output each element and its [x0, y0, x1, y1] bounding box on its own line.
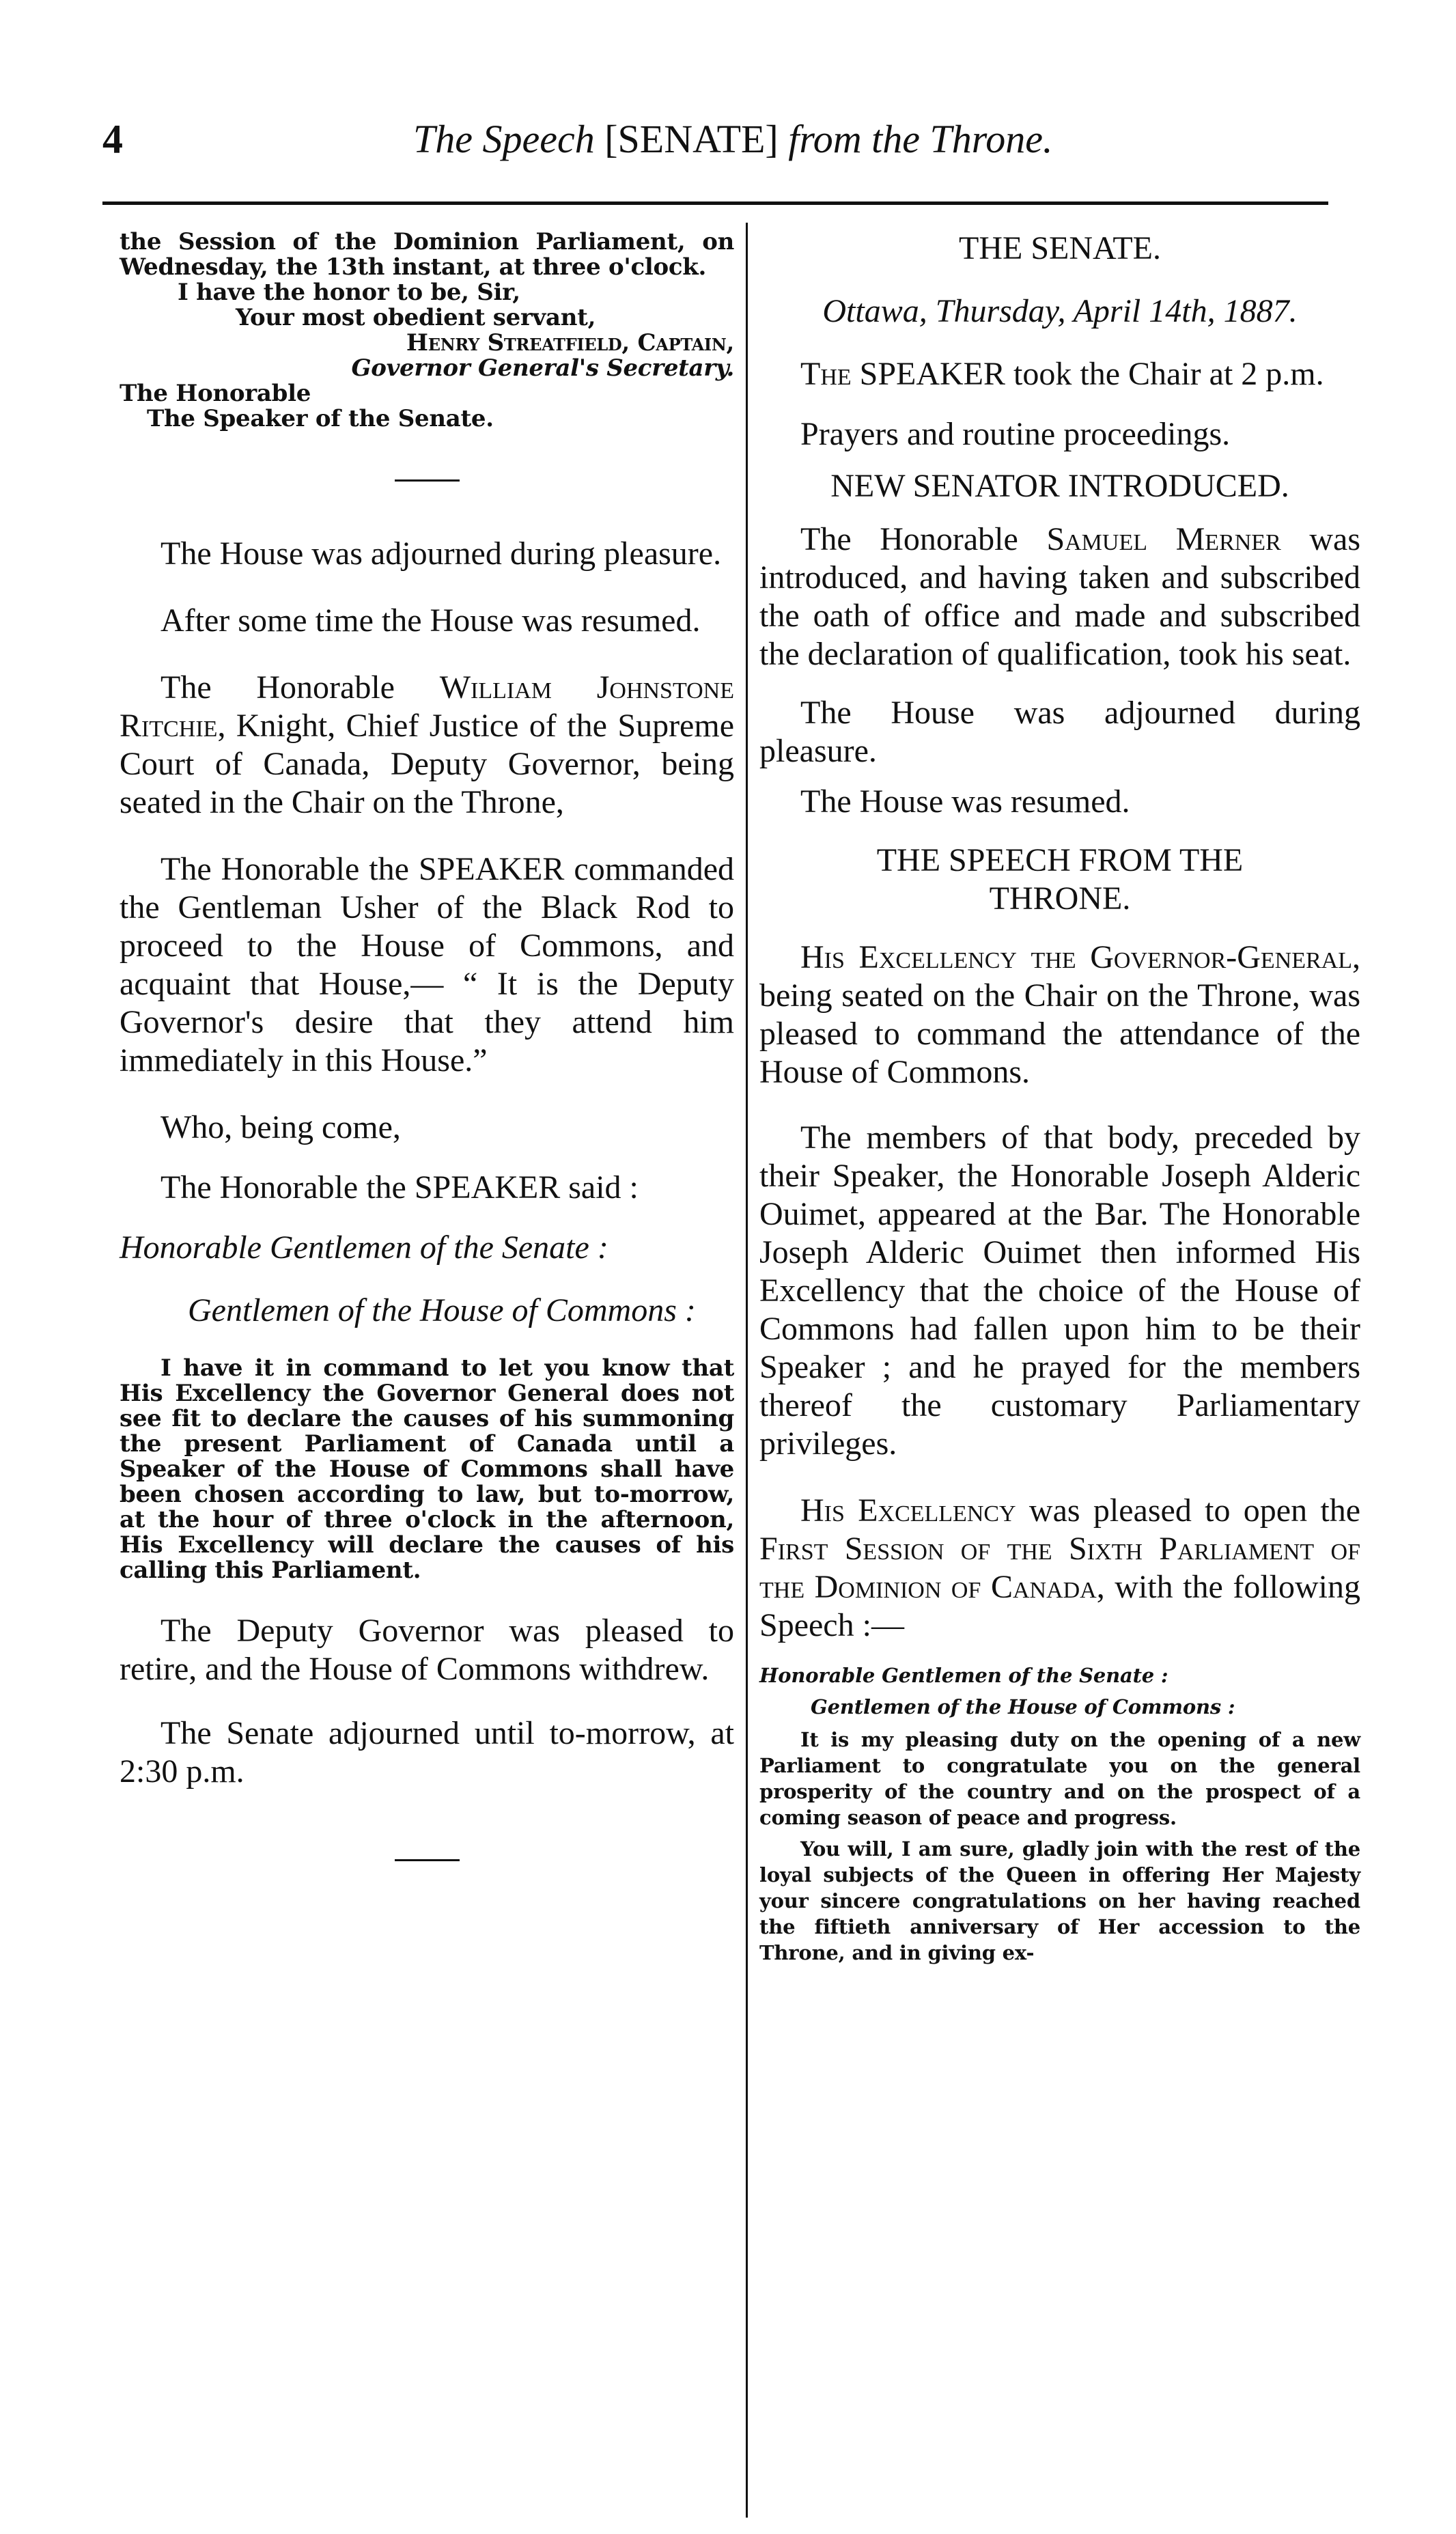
section-dash	[395, 479, 460, 482]
paragraph	[759, 520, 1360, 673]
running-title-part: from the Throne.	[788, 117, 1053, 161]
paragraph: The Honorable the SPEAKER commanded the Gentleman Usher of the Black Rod to proceed to the House of Commons, and acquaint that House,— “ It is the Deputy Governor's desire that they attend him immediately in this House.”	[120, 851, 734, 1078]
paragraph: The House was adjourned during pleasure.	[160, 535, 722, 572]
letter-line: The Speaker of the Senate.	[147, 405, 494, 432]
heading: NEW SENATOR INTRODUCED.	[830, 468, 1289, 504]
paragraph: The Honorable the SPEAKER said :	[160, 1169, 639, 1206]
header-rule	[102, 201, 1328, 205]
letter-line: The Honorable	[120, 380, 311, 407]
person-name: Samuel Merner	[1046, 521, 1281, 557]
page-number: 4	[102, 117, 123, 162]
running-title	[413, 116, 1052, 162]
paragraph	[759, 1492, 1360, 1645]
title-smallcaps: His Excellency the Governor-General	[800, 939, 1352, 975]
text: , with the following Speech :—	[759, 1569, 1360, 1643]
paragraph	[759, 938, 1360, 1091]
paragraph: Prayers and routine proceedings.	[800, 416, 1231, 452]
letter-line: I have the honor to be, Sir,	[178, 279, 520, 306]
speech-paragraph: It is my pleasing duty on the opening of a new Parliament to congratulate you on the general prosperity of the country and on the prospect of a coming season of peace and progress.	[759, 1728, 1360, 1829]
heading-line: THE SPEECH FROM THE	[876, 842, 1244, 878]
text: was introduced, and having taken and subscribed the oath of office and made and subscribed the declaration of qualification, took his seat.	[759, 521, 1361, 672]
paragraph	[120, 669, 734, 822]
paragraph: The House was resumed.	[800, 783, 1130, 820]
running-title-part: The Speech	[413, 117, 595, 161]
heading-line: THRONE.	[989, 880, 1131, 917]
section-dash	[395, 1859, 460, 1861]
speech-salutation: Honorable Gentlemen of the Senate :	[759, 1664, 1168, 1687]
running-header	[102, 116, 1325, 178]
right-column	[759, 229, 1360, 1966]
text: , Knight, Chief Justice of the Supreme Court of Canada, Deputy Governor, being seated in the Chair on the Throne,	[120, 708, 734, 820]
person-name: William Johnstone Ritchie	[120, 669, 734, 744]
text: took the Chair at 2 p.m.	[1005, 356, 1324, 392]
paragraph: The Senate adjourned until to-morrow, at 2:30 p.m.	[120, 1715, 734, 1790]
paragraph: The members of that body, preceded by their Speaker, the Honorable Joseph Alderic Ouimet, appeared at the Bar. The Honorable Joseph Alderic Ouimet then informed His Excellency that the choice of the House of Commons had fallen upon him to be their Speaker ; and he prayed for the members thereof the customary Parliamentary privileges.	[759, 1119, 1360, 1462]
dateline: Ottawa, Thursday, April 14th, 1887.	[822, 293, 1298, 329]
paragraph: The House was adjourned during pleasure.	[759, 695, 1360, 769]
left-column	[120, 229, 734, 1861]
paragraph: The Deputy Governor was pleased to retire, and the House of Commons withdrew.	[120, 1613, 734, 1687]
paragraph	[759, 355, 1360, 393]
letter-signature: Henry Streatfield, Captain,	[406, 329, 734, 357]
speaker-name: The SPEAKER	[800, 356, 1006, 392]
running-title-section: [SENATE]	[604, 117, 779, 161]
column-divider	[746, 223, 748, 2518]
paragraph: After some time the House was resumed.	[160, 602, 701, 639]
speech-paragraph: You will, I am sure, gladly join with the rest of the loyal subjects of the Queen in offering Her Majesty your sincere congratulations on her having reached the fiftieth anniversary of Her accession to the Throne, and in giving ex-	[759, 1837, 1360, 1964]
text: was pleased to open the	[1016, 1492, 1361, 1529]
letter-line: the Session of the Dominion Parliament, on Wednesday, the 13th instant, at three o'clock.	[120, 228, 734, 281]
text: The Honorable	[160, 669, 440, 706]
text: The Honorable	[800, 521, 1047, 557]
letter-signature-title: Governor General's Secretary.	[351, 354, 734, 382]
salutation: Honorable Gentlemen of the Senate :	[120, 1229, 608, 1266]
title-smallcaps: His Excellency	[800, 1492, 1016, 1529]
letter-line: Your most obedient servant,	[236, 304, 596, 331]
title-smallcaps: First Session of the Sixth Parliament of the Dominion of Canada	[759, 1531, 1360, 1605]
paragraph: Who, being come,	[160, 1109, 401, 1145]
paragraph: I have it in command to let you know that His Excellency the Governor General does not see fit to declare the causes of his summoning the present Parliament of Canada until a Speaker of the House of Commons shall have been chosen according to law, but to-morrow, at the hour of three o'clock in the afternoon, His Excellency will declare the causes of his calling this Parliament.	[120, 1354, 734, 1584]
speech-salutation: Gentlemen of the House of Commons :	[811, 1695, 1235, 1718]
salutation: Gentlemen of the House of Commons :	[188, 1292, 696, 1328]
text: , being seated on the Chair on the Throne, was pleased to command the attendance of the House of Commons.	[759, 939, 1360, 1090]
heading	[759, 841, 1360, 918]
heading: THE SENATE.	[959, 230, 1161, 266]
